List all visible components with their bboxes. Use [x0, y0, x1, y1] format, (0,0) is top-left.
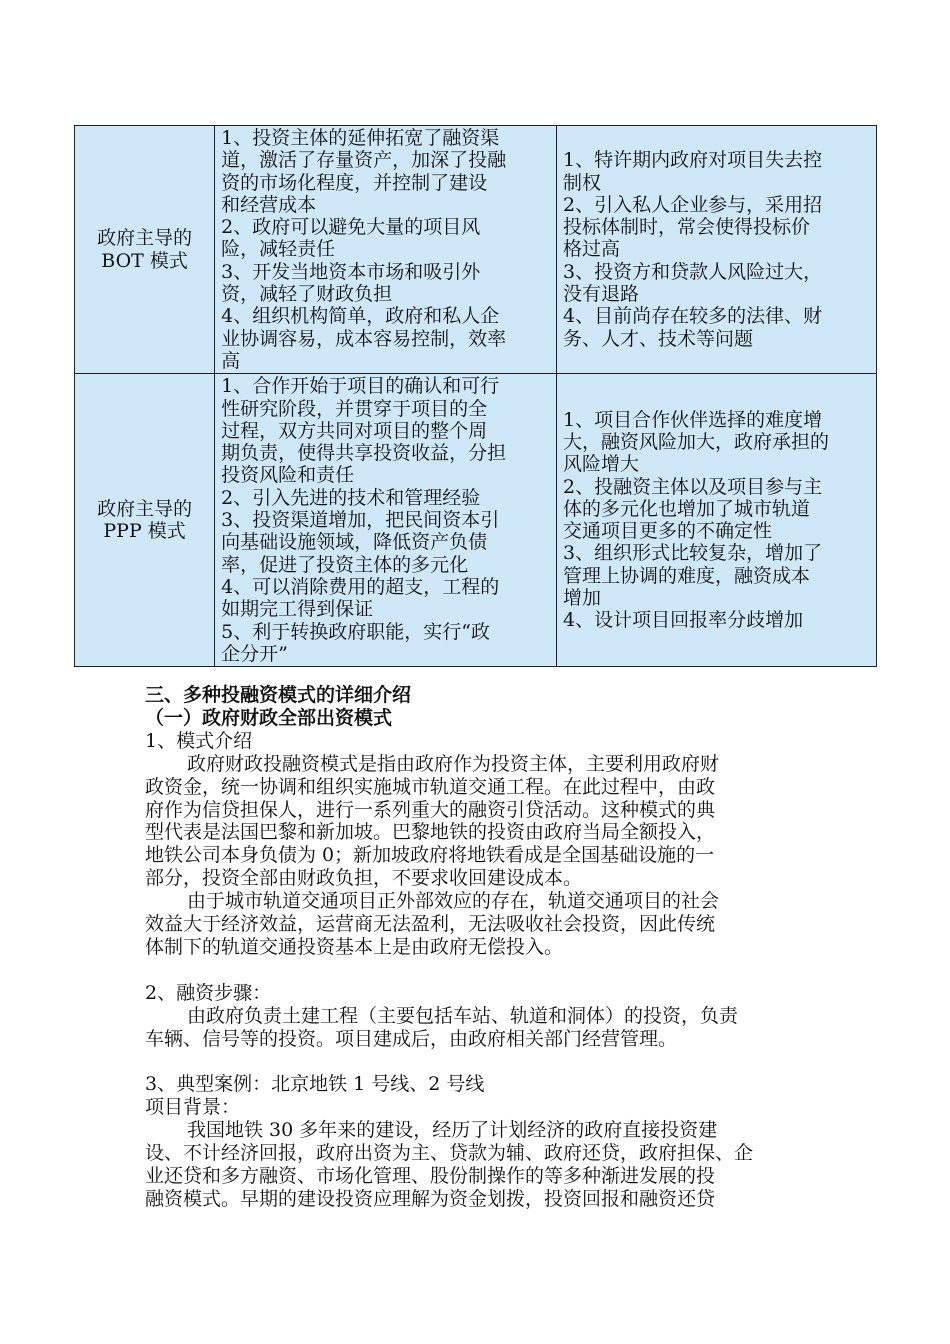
advantage-line: 企分开” [221, 642, 288, 665]
advantage-line: 和经营成本 [221, 193, 317, 216]
disadvantage-line: 制权 [563, 171, 602, 194]
advantage-line: 率，促进了投资主体的多元化 [221, 553, 469, 576]
mode-line: BOT 模式 [101, 249, 188, 272]
mode-line: 政府主导的 [97, 227, 193, 250]
disadvantage-line: 格过高 [563, 238, 621, 261]
table-row [75, 126, 877, 374]
paragraph-line: 由于城市轨道交通项目正外部效应的存在，轨道交通项目的社会 [187, 890, 720, 913]
disadvantage-line: 3、组织形式比较复杂，增加了 [563, 542, 823, 565]
advantage-line: 如期完工得到保证 [221, 598, 374, 621]
paragraph-line: 政府财政投融资模式是指由政府作为投资主体，主要利用政府财 [187, 752, 720, 775]
item-heading-typical-case: 3、典型案例：北京地铁 1 号线、2 号线 [145, 1073, 485, 1096]
disadvantage-line: 管理上协调的难度，融资成本 [563, 564, 811, 587]
paragraph-line: 效益大于经济效益，运营商无法盈利，无法吸收社会投资，因此传统 [145, 913, 716, 936]
advantage-line: 道，激活了存量资产，加深了投融 [221, 149, 507, 172]
disadvantage-line: 投标体制时，常会使得投标价 [563, 216, 811, 239]
paragraph-line: 融资模式。早期的建设投资应理解为资金划拨，投资回报和融资还贷 [145, 1187, 716, 1210]
advantages-cell [215, 126, 557, 374]
item-heading-mode-intro: 1、模式介绍 [145, 729, 253, 752]
advantage-line: 向基础设施领域，降低资产负债 [221, 531, 488, 554]
section-subheading: （一）政府财政全部出资模式 [145, 706, 393, 729]
disadvantage-line: 没有退路 [563, 283, 640, 306]
disadvantage-line: 交通项目更多的不确定性 [563, 520, 773, 543]
disadvantage-line: 4、目前尚存在较多的法律、财 [563, 305, 823, 328]
table-row [75, 374, 877, 667]
disadvantage-line: 2、投融资主体以及项目参与主 [563, 475, 823, 498]
disadvantage-line: 3、投资方和贷款人风险过大， [563, 260, 823, 283]
paragraph-line: 设、不计经济回报，政府出资为主、贷款为辅、政府还贷，政府担保、企 [145, 1142, 754, 1165]
disadvantage-line: 大，融资风险加大，政府承担的 [563, 431, 830, 453]
advantage-line: 4、组织机构简单，政府和私人企 [221, 305, 500, 328]
paragraph-line: 由政府负责土建工程（主要包括车站、轨道和洞体）的投资，负责 [187, 1004, 739, 1027]
disadvantage-line: 1、项目合作伙伴选择的难度增 [563, 408, 823, 431]
spacer [145, 1050, 810, 1073]
advantage-line: 过程，双方共同对项目的整个周 [221, 419, 488, 442]
paragraph-line: 型代表是法国巴黎和新加坡。巴黎地铁的投资由政府当局全额投入， [145, 821, 716, 844]
section-heading: 三、多种投融资模式的详细介绍 [145, 684, 412, 706]
paragraph-line: 业还贷和多方融资、市场化管理、股份制操作的等多种渐进发展的投 [145, 1165, 716, 1187]
paragraph-line: 府作为信贷担保人，进行一系列重大的融资引贷活动。这种模式的典 [145, 798, 716, 821]
advantage-line: 业协调容易，成本容易控制，效率 [221, 327, 507, 350]
comparison-table [74, 125, 877, 667]
advantage-line: 5、利于转换政府职能，实行“政 [221, 620, 490, 643]
advantage-line: 3、开发当地资本市场和吸引外 [221, 260, 481, 283]
disadvantage-line: 务、人才、技术等问题 [563, 327, 754, 350]
disadvantage-line: 1、特许期内政府对项目失去控 [563, 149, 823, 172]
mode-cell [75, 126, 215, 374]
advantage-line: 2、引入先进的技术和管理经验 [221, 486, 481, 509]
paragraph-line: 我国地铁 30 多年来的建设，经历了计划经济的政府直接投资建 [187, 1119, 718, 1142]
paragraph-line: 部分，投资全部由财政负担，不要求收回建设成本。 [145, 867, 583, 890]
advantage-line: 1、合作开始于项目的确认和可行 [221, 375, 500, 398]
advantage-line: 2、政府可以避免大量的项目风 [221, 216, 481, 239]
disadvantages-cell [557, 126, 877, 374]
spacer [145, 959, 810, 982]
advantages-cell [215, 374, 557, 667]
disadvantage-line: 体的多元化也增加了城市轨道 [563, 497, 811, 520]
advantage-line: 资的市场化程度，并控制了建设 [221, 171, 488, 194]
item-heading-financing-steps: 2、融资步骤： [145, 981, 272, 1004]
advantage-line: 高 [221, 349, 241, 372]
paragraph-line: 车辆、信号等的投资。项目建成后，由政府相关部门经营管理。 [145, 1027, 678, 1050]
advantage-line: 4、可以消除费用的超支，工程的 [221, 575, 500, 598]
advantage-line: 1、投资主体的延伸拓宽了融资渠 [221, 127, 500, 149]
disadvantage-line: 风险增大 [563, 453, 640, 476]
mode-line: PPP 模式 [103, 520, 186, 543]
item-heading-background: 项目背景： [145, 1096, 241, 1119]
document-body [145, 684, 810, 1211]
advantage-line: 投资风险和责任 [221, 464, 355, 487]
advantage-line: 性研究阶段，并贯穿于项目的全 [221, 397, 488, 420]
mode-line: 政府主导的 [97, 497, 193, 520]
mode-cell [75, 374, 215, 667]
disadvantage-line: 增加 [563, 587, 602, 610]
advantage-line: 险，减轻责任 [221, 238, 336, 261]
advantage-line: 期负责，使得共享投资收益，分担 [221, 442, 507, 465]
paragraph-line: 地铁公司本身负债为 0；新加坡政府将地铁看成是全国基础设施的一 [145, 844, 715, 867]
paragraph-line: 体制下的轨道交通投资基本上是由政府无偿投入。 [145, 935, 564, 958]
disadvantage-line: 2、引入私人企业参与，采用招 [563, 193, 823, 216]
disadvantage-line: 4、设计项目回报率分歧增加 [563, 609, 804, 632]
advantage-line: 资，减轻了财政负担 [221, 283, 393, 306]
advantage-line: 3、投资渠道增加，把民间资本引 [221, 509, 500, 532]
disadvantages-cell [557, 374, 877, 667]
paragraph-line: 政资金，统一协调和组织实施城市轨道交通工程。在此过程中，由政 [145, 775, 716, 798]
